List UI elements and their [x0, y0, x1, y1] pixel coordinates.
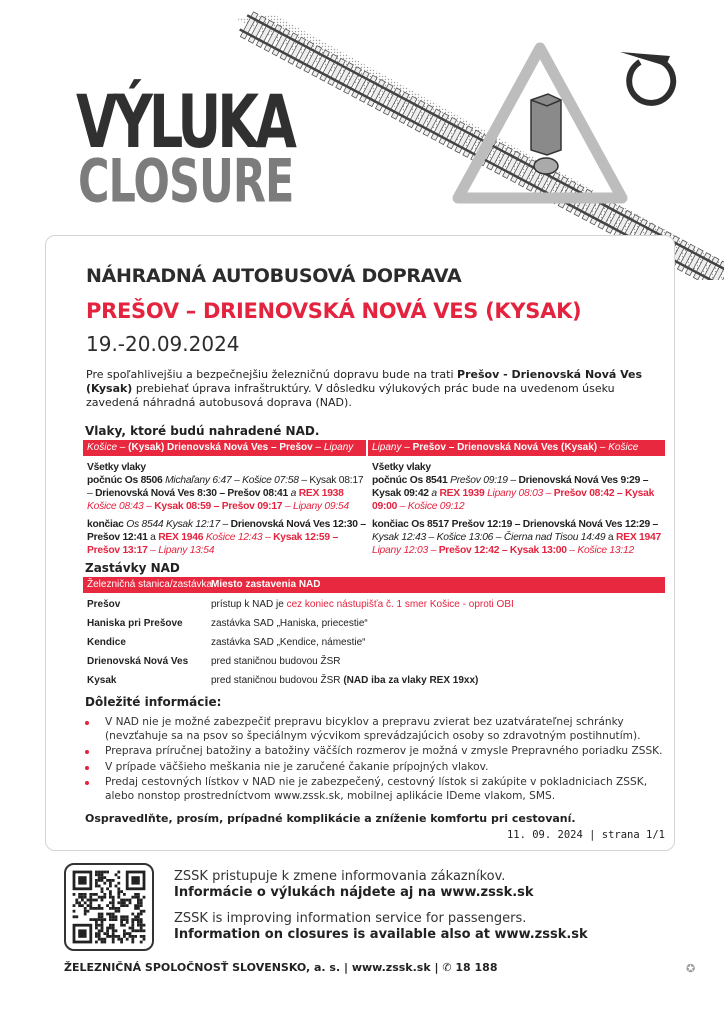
intro-paragraph — [86, 368, 666, 410]
text-segment: prístup k NAD je — [211, 599, 287, 610]
text-segment: Michaľany 6:47 – Košice 07:58 — [165, 475, 299, 486]
direction-header — [368, 440, 665, 456]
text-segment: – — [507, 475, 519, 486]
text-segment: (Kysak) Drienovská Nová Ves – Prešov — [128, 442, 313, 453]
text-segment: pred staničnou budovou ŽSR — [211, 675, 344, 686]
text-segment: Prešov 09:19 — [450, 475, 508, 486]
text-segment: – — [597, 442, 609, 453]
all-trains-label: Všetky vlaky — [372, 462, 431, 473]
text-segment: Prešov - Drienovská Nová Ves (Kysak) — [86, 368, 643, 395]
text-segment: Košice — [87, 442, 118, 453]
stops-heading: Zastávky NAD — [85, 561, 180, 575]
text-segment: – — [262, 532, 274, 543]
stop-place — [211, 599, 514, 610]
footer-sk-line2: Informácie o výlukách nájdete aj na www.zssk.sk — [174, 885, 534, 900]
direction-column-2 — [368, 440, 665, 557]
stop-station: Kysak — [87, 675, 117, 686]
stop-place — [211, 637, 366, 648]
text-segment: (NAD iba za vlaky REX 19xx) — [343, 675, 479, 686]
text-segment: Lipany — [323, 442, 354, 453]
text-segment: Prešov – Drienovská Nová Ves (Kysak) — [412, 442, 598, 453]
text-segment: Prešov 12:42 – Kysak 13:00 — [438, 545, 567, 556]
trains-until — [372, 518, 665, 557]
trains-heading: Vlaky, ktoré budú nahradené NAD. — [85, 424, 320, 438]
text-segment: Kysak 08:59 – Prešov 09:17 — [154, 501, 283, 512]
text-segment: Os 8544 Kysak 12:17 — [126, 519, 220, 530]
stop-row — [83, 671, 665, 690]
stops-table-header — [83, 577, 665, 593]
stop-station: Kendice — [87, 637, 126, 648]
text-segment: REX 1939 — [439, 488, 485, 499]
text-segment: počnúc Os 8541 — [372, 475, 451, 486]
text-segment: a — [147, 532, 159, 543]
title-vyluka: VÝLUKA — [76, 79, 293, 165]
trains-from — [87, 474, 366, 513]
text-segment: Košice 12:43 — [203, 532, 263, 543]
text-segment: Lipany 12:03 — [372, 545, 428, 556]
text-segment: Drienovská Nová Ves 12:30 – Prešov 12:41 — [87, 519, 366, 543]
important-list — [83, 716, 668, 803]
stop-row — [83, 633, 665, 652]
column-header-place: Miesto zastavenia NAD — [211, 579, 321, 590]
text-segment: – — [219, 519, 231, 530]
text-segment: Lipany — [372, 442, 402, 453]
text-segment: – — [143, 501, 155, 512]
text-segment: cez koniec nástupišťa č. 1 smer Košice - oproti OBI — [286, 599, 514, 610]
title-closure: CLOSURE — [78, 147, 294, 217]
text-segment: počnúc Os 8506 — [87, 475, 166, 486]
text-segment: končiac Os 8517 Prešov 12:19 – Drienovská Nová Ves 12:29 – — [372, 519, 659, 530]
page-info: 11. 09. 2024 | strana 1/1 — [506, 829, 665, 841]
stop-station: Prešov — [87, 599, 121, 610]
footer-sk-line1: ZSSK pristupuje k zmene informovania zákazníkov. — [174, 869, 506, 884]
stop-station: Haniska pri Prešove — [87, 618, 183, 629]
recycle-icon: ✪ — [686, 963, 696, 975]
text-segment: REX 1938 — [298, 488, 344, 499]
trains-from — [372, 474, 665, 513]
company-line: ŽELEZNIČNÁ SPOLOČNOSŤ SLOVENSKO, a. s. | www.zssk.sk | ✆ 18 188 — [64, 961, 498, 974]
direction-column-1 — [83, 440, 366, 557]
apology-text: Ospravedlňte, prosím, prípadné komplikácie a zníženie komfortu pri cestovaní. — [85, 812, 576, 825]
text-segment: pred staničnou budovou ŽSR — [211, 656, 341, 667]
text-segment: Košice — [608, 442, 639, 453]
stop-station: Drienovská Nová Ves — [87, 656, 189, 667]
stops-table — [83, 595, 665, 690]
text-segment: – — [401, 442, 413, 453]
text-segment: – Košice 09:12 — [397, 501, 465, 512]
text-segment: a — [428, 488, 440, 499]
text-segment: Pre spoľahlivejšiu a bezpečnejšiu železničnú dopravu bude na trati — [86, 368, 458, 381]
text-segment: a — [605, 532, 617, 543]
stop-row — [83, 614, 665, 633]
stop-place — [211, 618, 368, 629]
stop-row — [83, 652, 665, 671]
all-trains-label: Všetky vlaky — [87, 462, 146, 473]
text-segment: – Lipany 09:54 — [282, 501, 349, 512]
text-segment: zastávka SAD „Haniska, priecestie“ — [211, 618, 368, 629]
text-segment: – — [543, 488, 554, 499]
stop-place — [211, 675, 478, 686]
text-segment: – — [117, 442, 129, 453]
trains-until — [87, 518, 366, 557]
closure-dates: 19.-20.09.2024 — [86, 332, 240, 356]
qr-code-icon — [66, 865, 152, 949]
important-item: Preprava príručnej batožiny a batožiny väčších rozmerov je možná v zmysle Prepravného poriadku ZSSK. — [83, 745, 668, 759]
route-title: PREŠOV – DRIENOVSKÁ NOVÁ VES (KYSAK) — [86, 299, 582, 323]
notice-heading: NÁHRADNÁ AUTOBUSOVÁ DOPRAVA — [86, 265, 462, 287]
directions — [83, 440, 665, 557]
text-segment: REX 1946 — [158, 532, 204, 543]
important-item: V prípade väčšieho meškania nie je zaručené čakanie prípojných vlakov. — [83, 761, 668, 775]
footer-en-line1: ZSSK is improving information service for passengers. — [174, 911, 527, 926]
text-segment: – Košice 13:12 — [566, 545, 634, 556]
notice-card — [45, 235, 675, 851]
text-segment: – — [312, 442, 324, 453]
text-segment: končiac — [87, 519, 127, 530]
important-item: Predaj cestovných lístkov v NAD nie je zabezpečený, cestovný lístok si zakúpite v pokladniciach ZSSK, alebo nonstop prostredníctvom www.zssk.sk, mobilnej aplikácie IDeme vlakom, SMS. — [83, 776, 668, 803]
text-segment: zastávka SAD „Kendice, námestie“ — [211, 637, 366, 648]
text-segment: a — [287, 488, 299, 499]
footer-en-line2: Information on closures is available also at www.zssk.sk — [174, 927, 588, 942]
text-segment: Drienovská Nová Ves 8:30 – Prešov 08:41 — [95, 488, 288, 499]
text-segment: Kysak 12:43 – Košice 13:06 – Čierna nad Tisou 14:49 — [372, 532, 606, 543]
important-heading: Dôležité informácie: — [85, 695, 222, 709]
important-item: V NAD nie je možné zabezpečiť prepravu bicyklov a prepravu zvierat bez uzatvárateľnej schránky (nevzťahuje sa na psov so špeciálnym výcvikom sprevádzajúcich osoby so zdravotným postihnutím). — [83, 716, 668, 743]
text-segment: Lipany 08:03 — [484, 488, 544, 499]
text-segment: prebiehať úprava infraštruktúry. V dôsledku výlukových prác bude na uvedenom úseku zavedená náhradná autobusová doprava (NAD). — [86, 382, 615, 409]
text-segment: REX 1947 — [616, 532, 661, 543]
text-segment: Košice 08:43 — [87, 501, 144, 512]
stop-place — [211, 656, 341, 667]
text-segment: Kysak 12:59 – Prešov 13:17 — [87, 532, 338, 556]
footer — [0, 863, 724, 975]
text-segment: Drienovská Nová Ves 9:29 – Kysak 09:42 — [372, 475, 649, 499]
stop-row — [83, 595, 665, 614]
text-segment: – Kysak 08:17 – — [87, 475, 364, 499]
qr-code-frame[interactable] — [64, 863, 154, 951]
text-segment: – Lipany 13:54 — [147, 545, 215, 556]
text-segment: Prešov 08:42 – Kysak 09:00 — [372, 488, 655, 512]
column-header-station: Železničná stanica/zastávka — [87, 579, 213, 590]
direction-header — [83, 440, 366, 456]
text-segment: – — [427, 545, 439, 556]
